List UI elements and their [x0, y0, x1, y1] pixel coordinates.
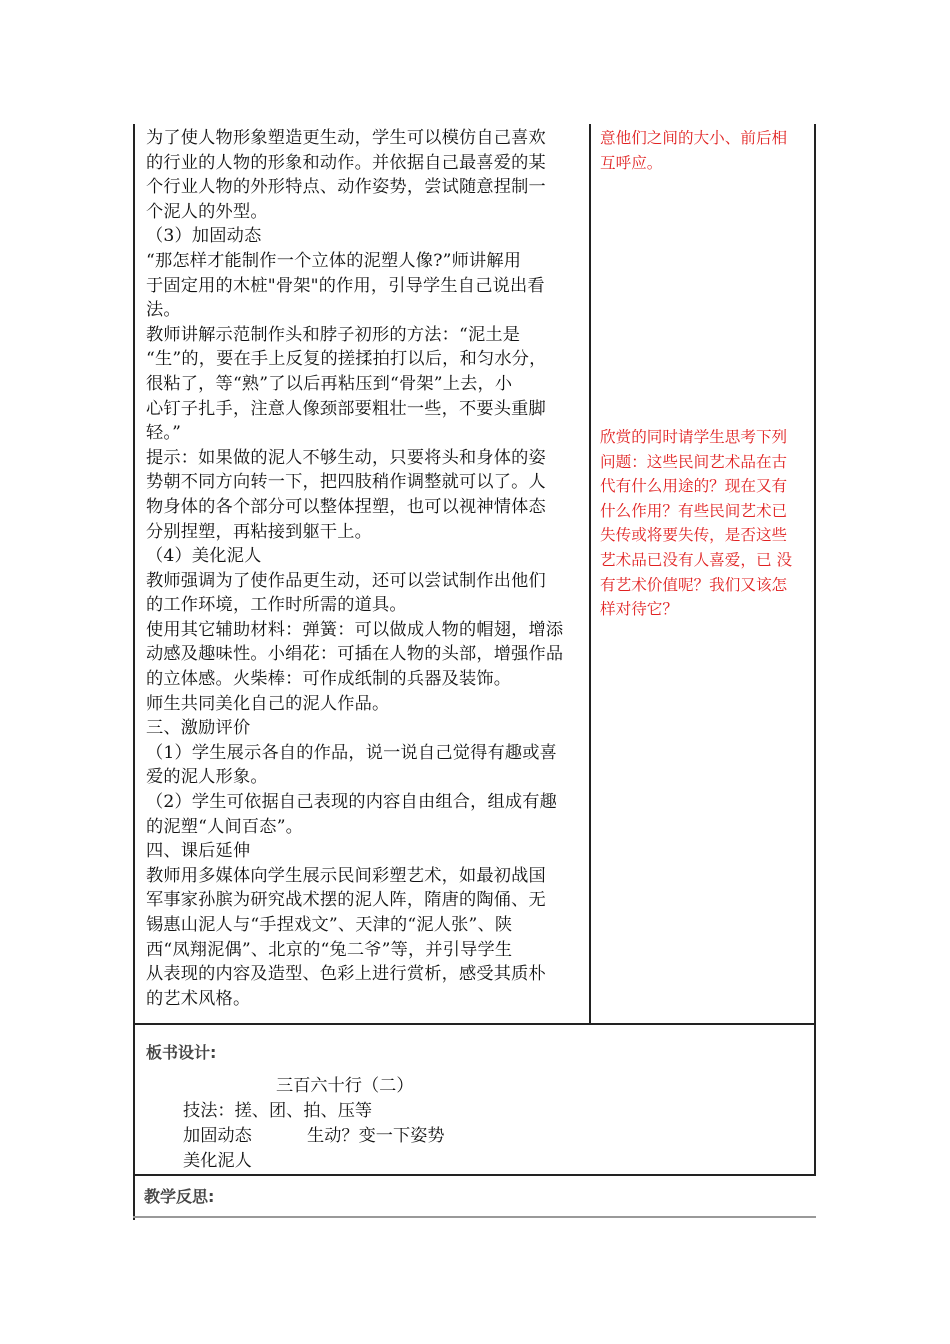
note-line: 问题：这些民间艺术品在古	[600, 452, 788, 471]
process-text-line: 于固定用的木桩"骨架"的作用，引导学生自己说出看	[146, 275, 545, 296]
process-text-line: 个行业人物的外形特点、动作姿势，尝试随意捏制一	[146, 177, 546, 198]
table-right-border	[814, 124, 816, 1176]
process-row-bottom-border	[133, 1023, 816, 1025]
process-text-line: （3）加固动态	[146, 226, 262, 247]
process-text-line: “那怎样才能制作一个立体的泥塑人像?”师讲解用	[146, 250, 522, 271]
table-left-border	[133, 124, 135, 1220]
process-text-line: 分别捏塑，再粘接到躯干上。	[146, 521, 373, 542]
process-text-line: （4）美化泥人	[146, 546, 262, 567]
process-text-line: 师生共同美化自己的泥人作品。	[146, 693, 390, 714]
process-text-line: 西“凤翔泥偶”、北京的“兔二爷”等，并引导学生	[146, 939, 513, 960]
board-title: 三百六十行（二）	[276, 1076, 414, 1096]
process-text-line: 的行业的人物的形象和动作。并依据自己最喜爱的某	[146, 152, 546, 173]
appreciation-question-note	[600, 425, 810, 622]
reflection-row-bottom-border	[133, 1216, 816, 1218]
process-text-line: 轻。”	[146, 423, 182, 444]
process-text-line: 教师讲解示范制作头和脖子初形的方法：“泥土是	[146, 324, 521, 345]
process-text-line: 势朝不同方向转一下，把四肢稍作调整就可以了。人	[146, 472, 546, 493]
process-text-line: 三、激励评价	[146, 718, 251, 739]
note-line: 有艺术价值呢？我们又该怎	[600, 575, 788, 594]
note-line: 互呼应。	[600, 153, 663, 172]
process-text-line: 的泥塑“人间百态”。	[146, 816, 304, 837]
board-design-heading: 板书设计:	[146, 1043, 217, 1062]
process-text-line: 从表现的内容及造型、色彩上进行赏析，感受其质朴	[146, 964, 546, 985]
process-text-line: 的艺术风格。	[146, 988, 251, 1009]
process-text-line: 动感及趣味性。小绢花：可插在人物的头部，增强作品	[146, 644, 564, 665]
process-text-line: 物身体的各个部分可以整体捏塑，也可以视神情体态	[146, 496, 546, 517]
process-text-line: 军事家孙膑为研究战术摆的泥人阵，隋唐的陶俑、无	[146, 890, 546, 911]
board-technique-line: 技法：搓、团、拍、压等	[183, 1101, 373, 1121]
process-text-line: 教师用多媒体向学生展示民间彩塑艺术，如最初战国	[146, 865, 546, 886]
teaching-process-text	[146, 126, 586, 1011]
note-line: 什么作用？有些民间艺术已	[600, 501, 788, 520]
process-text-line: “生”的，要在手上反复的搓揉拍打以后，和匀水分，	[146, 349, 547, 370]
board-row-bottom-border	[133, 1174, 816, 1176]
note-line: 代有什么用途的？现在又有	[600, 477, 788, 496]
board-dynamic-note: 生动？变一下姿势	[307, 1126, 445, 1146]
process-text-line: 的立体感。火柴棒：可作成纸制的兵器及装饰。	[146, 669, 512, 690]
teaching-reflection-heading: 教学反思:	[144, 1187, 215, 1206]
design-intent-note	[600, 126, 810, 175]
process-text-line: 使用其它辅助材料：弹簧：可以做成人物的帽翅，增添	[146, 619, 564, 640]
note-line: 样对待它？	[600, 600, 678, 619]
process-text-line: （1）学生展示各自的作品，说一说自己觉得有趣或喜	[146, 742, 558, 763]
board-dynamic-label: 加固动态	[183, 1126, 252, 1146]
column-divider	[589, 124, 591, 1024]
process-text-line: 爱的泥人形象。	[146, 767, 268, 788]
process-text-line: 锡惠山泥人与“手捏戏文”、天津的“泥人张”、陕	[146, 915, 513, 935]
note-line: 艺术品已没有人喜爱，已 没	[600, 550, 793, 569]
process-text-line: 法。	[146, 300, 181, 321]
process-text-line: 教师强调为了使作品更生动，还可以尝试制作出他们	[146, 570, 546, 591]
process-text-line: 的工作环境，工作时所需的道具。	[146, 595, 407, 616]
process-text-line: 为了使人物形象塑造更生动，学生可以模仿自己喜欢	[146, 128, 546, 148]
process-text-line: 个泥人的外型。	[146, 201, 268, 222]
note-line: 意他们之间的大小、前后相	[600, 129, 788, 147]
note-line: 欣赏的同时请学生思考下列	[600, 428, 788, 446]
process-text-line: 很粘了，等“熟”了以后再粘压到“骨架”上去，小	[146, 373, 513, 394]
board-beautify-line: 美化泥人	[183, 1151, 252, 1171]
process-text-line: 四、课后延伸	[146, 841, 251, 862]
process-text-line: 心钉子扎手，注意人像颈部要粗壮一些，不要头重脚	[146, 398, 546, 419]
note-line: 失传或将要失传，是否这些	[600, 526, 788, 545]
process-text-line: 提示：如果做的泥人不够生动，只要将头和身体的姿	[146, 447, 546, 468]
process-text-line: （2）学生可依据自己表现的内容自由组合，组成有趣	[146, 792, 558, 813]
